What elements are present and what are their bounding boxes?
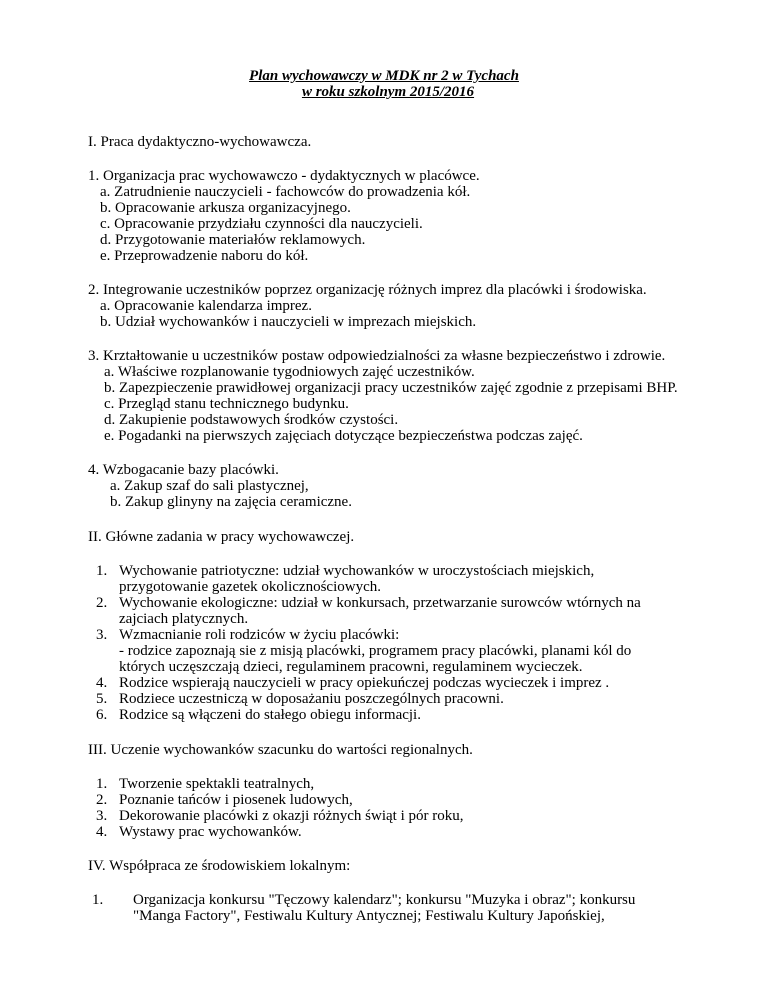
document-title	[0, 68, 768, 85]
s3-item-3-line: Dekorowanie placówki z okazji różnych świąt i pór roku,	[119, 808, 464, 824]
s3-item-2-num: 2.	[96, 792, 108, 808]
group-3-item: a. Właściwe rozplanowanie tygodniowych zajęć uczestników.	[104, 364, 475, 380]
section-2-heading: II. Główne zadania w pracy wychowawczej.	[88, 529, 355, 545]
group-1-item: c. Opracowanie przydziału czynności dla nauczycieli.	[100, 216, 423, 232]
s2-item-4-line: Rodzice wspierają nauczycieli w pracy opiekuńczej podczas wycieczek i imprez .	[119, 675, 610, 691]
group-3-item: c. Przegląd stanu technicznego budynku.	[104, 396, 349, 412]
section-3-heading: III. Uczenie wychowanków szacunku do wartości regionalnych.	[88, 742, 473, 758]
group-2-heading: 2. Integrowanie uczestników poprzez organizację różnych imprez dla placówki i środowiska.	[88, 282, 647, 298]
s3-item-1-num: 1.	[96, 776, 108, 792]
title-line-1: Plan wychowawczy w MDK nr 2 w Tychach	[249, 68, 519, 84]
s3-item-3-num: 3.	[96, 808, 108, 824]
s2-item-1-num: 1.	[96, 563, 108, 579]
s2-item-2-num: 2.	[96, 595, 108, 611]
group-4-heading: 4. Wzbogacanie bazy placówki.	[88, 462, 279, 478]
s4-item-1-line: "Manga Factory", Festiwalu Kultury Antycznej; Festiwalu Kultury Japońskiej,	[133, 908, 605, 924]
s2-item-3-line: - rodzice zapoznają sie z misją placówki, programem pracy placówki, planami kól do	[119, 643, 632, 659]
group-3-heading: 3. Krztałtowanie u uczestników postaw odpowiedzialności za własne bezpieczeństwo i zdrowie.	[88, 348, 666, 364]
s2-item-2-line: zajciach platycznych.	[119, 611, 249, 627]
section-1-heading: I. Praca dydaktyczno-wychowawcza.	[88, 134, 312, 150]
s2-item-3-num: 3.	[96, 627, 108, 643]
section-4-heading: IV. Współpraca ze środowiskiem lokalnym:	[88, 858, 351, 874]
group-1-item: e. Przeprowadzenie naboru do kół.	[100, 248, 309, 264]
group-1-item: b. Opracowanie arkusza organizacyjnego.	[100, 200, 351, 216]
s2-item-1-line: przygotowanie gazetek okolicznościowych.	[119, 579, 381, 595]
s2-item-2-line: Wychowanie ekologiczne: udział w konkursach, przetwarzanie surowców wtórnych na	[119, 595, 641, 611]
s3-item-4-num: 4.	[96, 824, 108, 840]
s4-item-1-num: 1.	[92, 892, 104, 908]
s2-item-5-line: Rodziece uczestniczą w doposażaniu poszczególnych pracowni.	[119, 691, 504, 707]
s2-item-5-num: 5.	[96, 691, 108, 707]
s3-item-1-line: Tworzenie spektakli teatralnych,	[119, 776, 315, 792]
s2-item-6-line: Rodzice są włączeni do stałego obiegu informacji.	[119, 707, 421, 723]
group-2-item: a. Opracowanie kalendarza imprez.	[100, 298, 312, 314]
group-3-item: e. Pogadanki na pierwszych zajęciach dotyczące bezpieczeństwa podczas zajęć.	[104, 428, 583, 444]
group-4-item: a. Zakup szaf do sali plastycznej,	[110, 478, 309, 494]
title-line-2: w roku szkolnym 2015/2016	[301, 84, 475, 100]
group-1-item: d. Przygotowanie materiałów reklamowych.	[100, 232, 366, 248]
group-1-heading: 1. Organizacja prac wychowawczo - dydaktycznych w placówce.	[88, 168, 480, 184]
s2-item-4-num: 4.	[96, 675, 108, 691]
s2-item-1-line: Wychowanie patriotyczne: udział wychowanków w uroczystościach miejskich,	[119, 563, 595, 579]
s4-item-1-line: Organizacja konkursu "Tęczowy kalendarz"; konkursu "Muzyka i obraz"; konkursu	[133, 892, 636, 908]
s2-item-3-line: Wzmacnianie roli rodziców w życiu placówki:	[119, 627, 400, 643]
s2-item-6-num: 6.	[96, 707, 108, 723]
group-1-item: a. Zatrudnienie nauczycieli - fachowców do prowadzenia kół.	[100, 184, 471, 200]
document-subtitle	[4, 84, 768, 101]
group-3-item: d. Zakupienie podstawowych środków czystości.	[104, 412, 399, 428]
group-4-item: b. Zakup glinyny na zajęcia ceramiczne.	[110, 494, 352, 510]
group-3-item: b. Zapezpieczenie prawidłowej organizacji pracy uczestników zajęć zgodnie z przepisami BHP.	[104, 380, 678, 396]
group-2-item: b. Udział wychowanków i nauczycieli w imprezach miejskich.	[100, 314, 477, 330]
s3-item-2-line: Poznanie tańców i piosenek ludowych,	[119, 792, 353, 808]
s2-item-3-line: których uczęszczają dzieci, regulaminem pracowni, regulaminem wycieczek.	[119, 659, 583, 675]
s3-item-4-line: Wystawy prac wychowanków.	[119, 824, 302, 840]
